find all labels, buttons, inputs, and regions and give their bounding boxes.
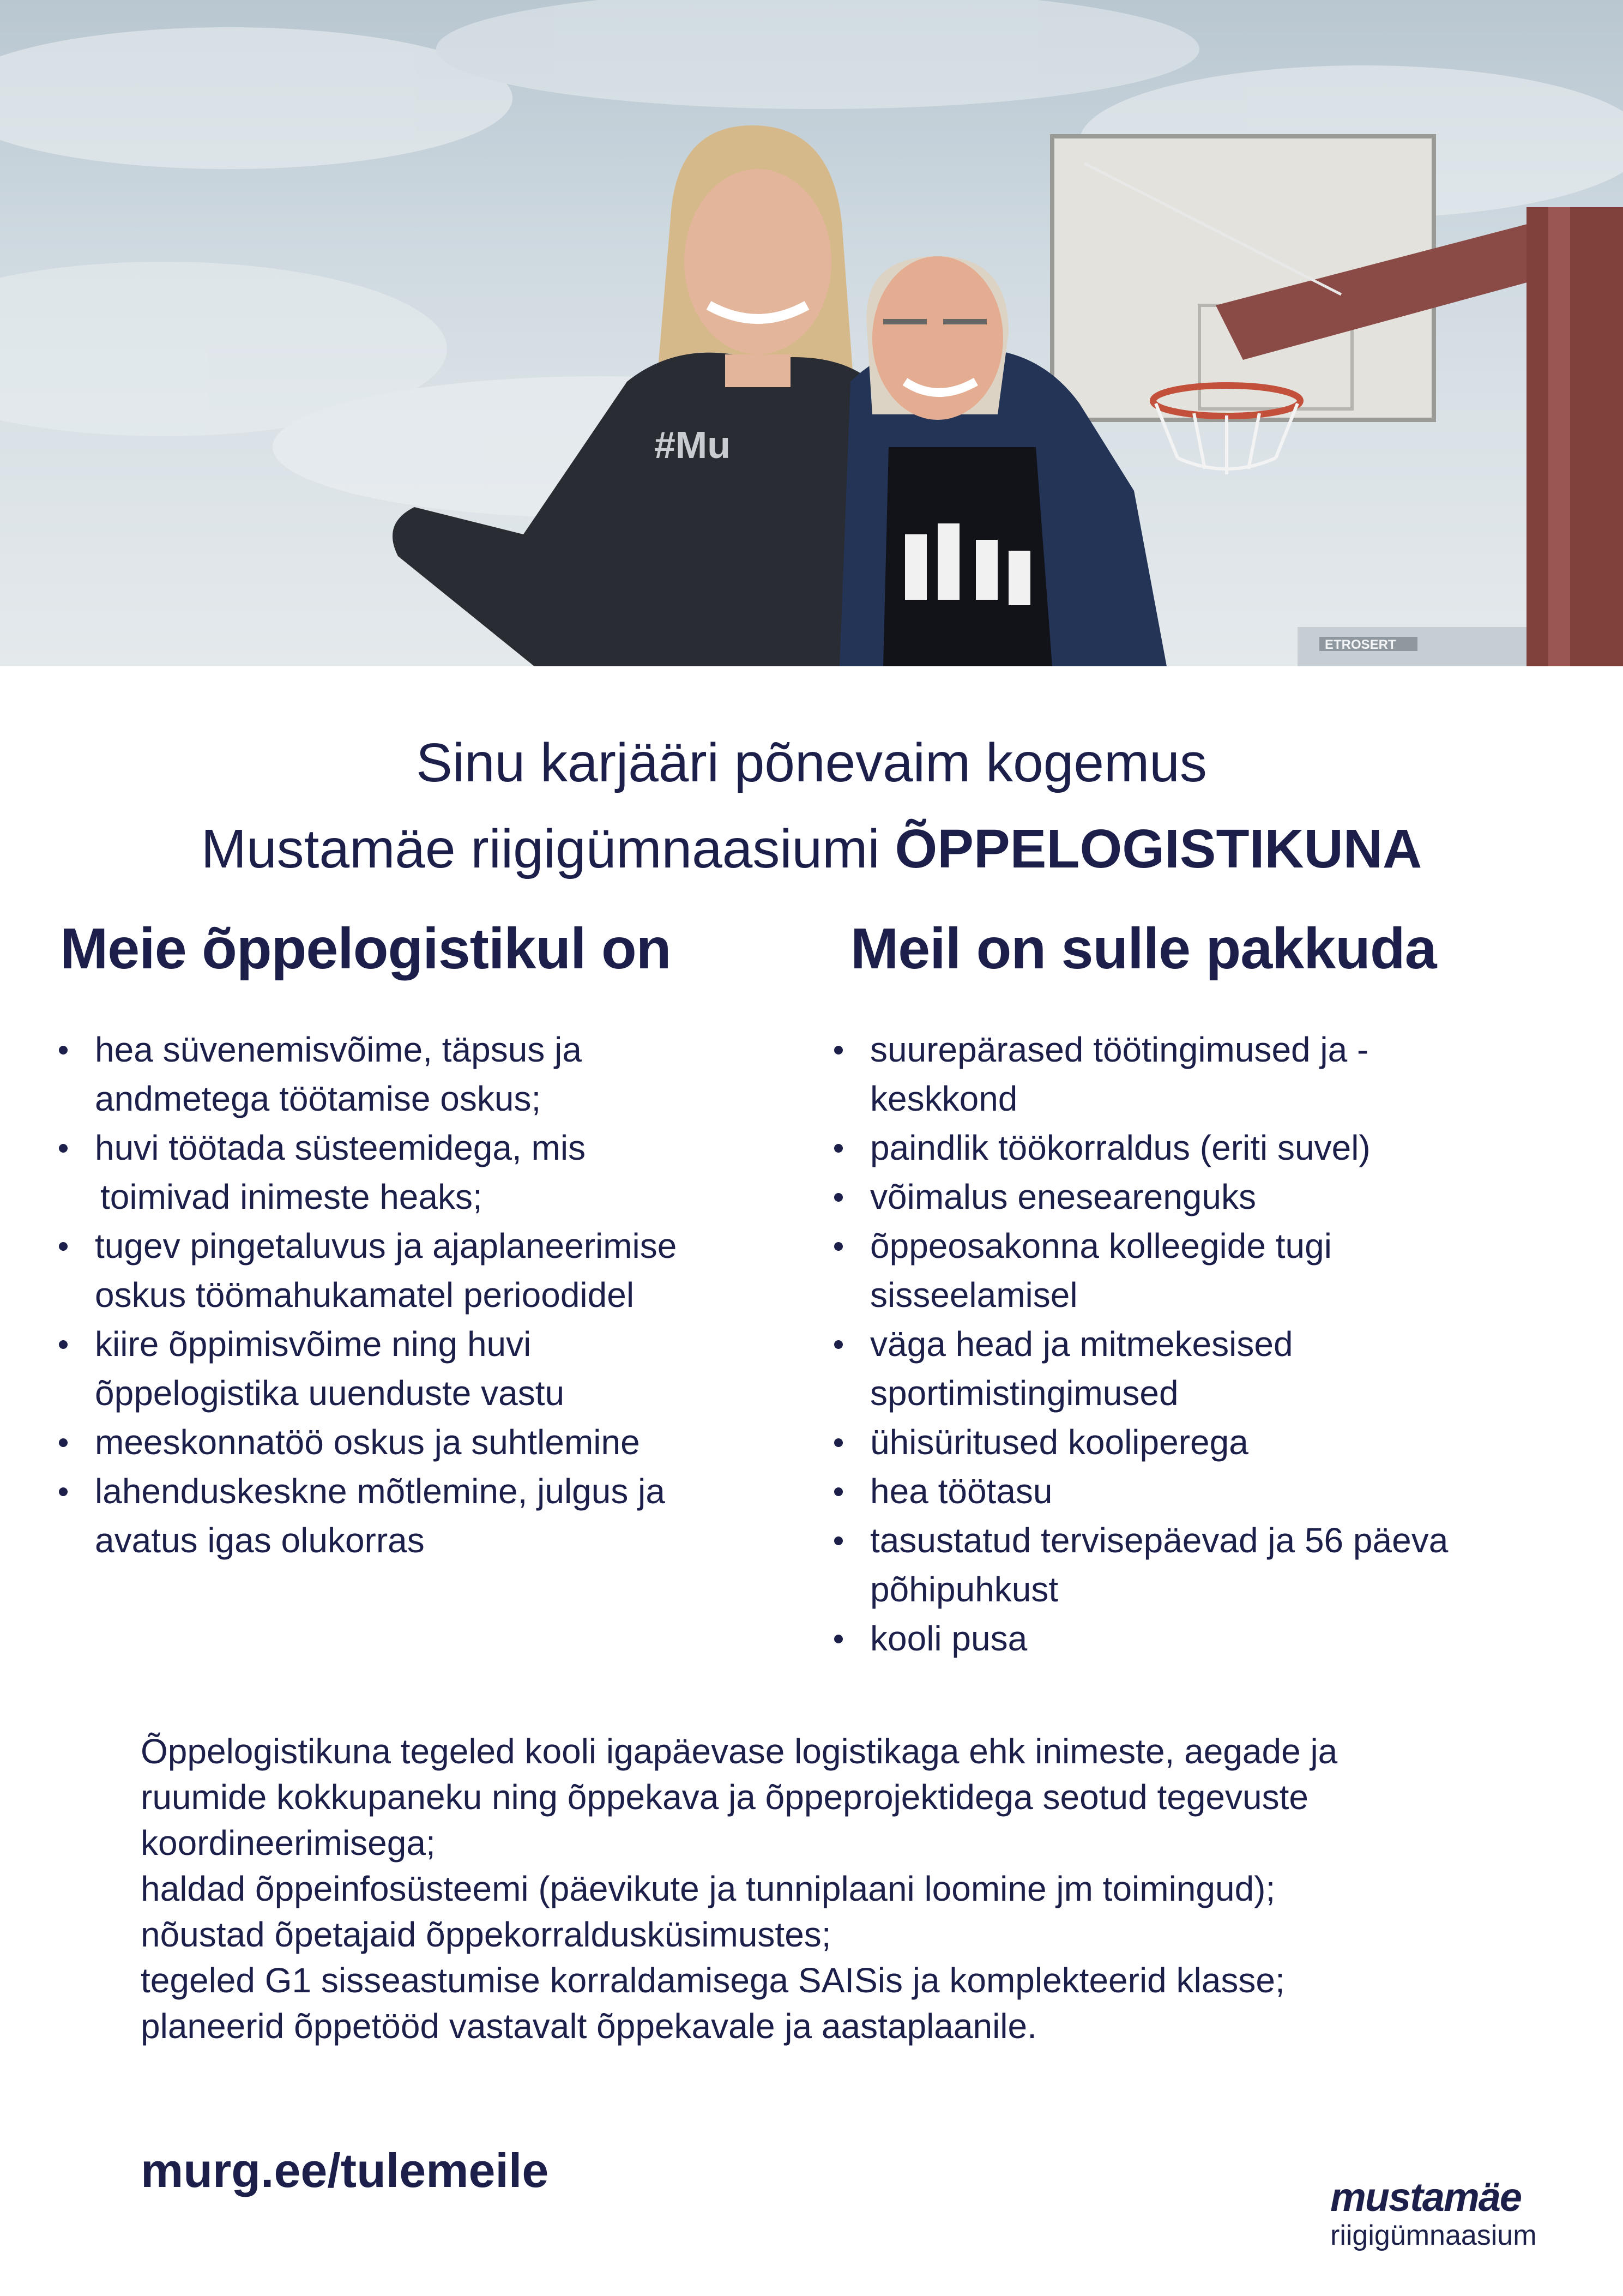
- list-item: lahenduskeskne mõtlemine, julgus ja avatus igas olukorras: [55, 1467, 818, 1565]
- list-item: hea süvenemisvõime, täpsus ja andmetega töötamise oskus;: [55, 1025, 818, 1123]
- headline: [0, 720, 1623, 892]
- list-item: ühisüritused kooliperega: [830, 1418, 1604, 1467]
- headline-line-2-regular: Mustamäe riigigümnaasiumi: [201, 818, 880, 879]
- hero-illustration: [0, 0, 1623, 666]
- list-item: tasustatud tervisepäevad ja 56 päeva põhipuhkust: [830, 1516, 1604, 1614]
- description-line: haldad õppeinfosüsteemi (päevikute ja tunniplaani loomine jm toimingud);: [141, 1869, 1276, 1908]
- sweatshirt-text: #Mu: [654, 424, 731, 466]
- list-item: kooli pusa: [830, 1614, 1604, 1663]
- list-item: õppeosakonna kolleegide tugi sisseelamisel: [830, 1221, 1604, 1319]
- left-column-title: Meie õppelogistikul on: [60, 917, 671, 981]
- right-column-list: [830, 1025, 1604, 1663]
- list-item: kiire õppimisvõime ning huvi õppelogistika uuenduste vastu: [55, 1319, 818, 1418]
- list-item: väga head ja mitmekesised sportimistingimused: [830, 1319, 1604, 1418]
- job-description: [141, 1728, 1536, 2049]
- logo-subtitle: riigigümnaasium: [1330, 2220, 1537, 2251]
- logo-brand: mustamäe: [1330, 2174, 1522, 2220]
- description-line: nõustad õpetajaid õppekorraldusküsimustes;: [141, 1915, 831, 1954]
- list-item: meeskonnatöö oskus ja suhtlemine: [55, 1418, 818, 1467]
- hero-photo: [0, 0, 1623, 666]
- headline-line-2: [0, 806, 1623, 892]
- description-line: ruumide kokkupaneku ning õppekava ja õppeprojektidega seotud tegevuste: [141, 1777, 1308, 1817]
- description-line: tegeled G1 sisseastumise korraldamisega SAISis ja komplekteerid klasse;: [141, 1961, 1285, 2000]
- description-line: koordineerimisega;: [141, 1823, 436, 1863]
- school-logo: [1330, 2176, 1581, 2252]
- career-page-link[interactable]: murg.ee/tulemeile: [141, 2143, 549, 2197]
- list-item: hea töötasu: [830, 1467, 1604, 1516]
- description-line: Õppelogistikuna tegeled kooli igapäevase logistikaga ehk inimeste, aegade ja: [141, 1732, 1338, 1771]
- right-column-title: Meil on sulle pakkuda: [850, 917, 1437, 981]
- headline-line-1: Sinu karjääri põnevaim kogemus: [416, 732, 1207, 793]
- list-item: võimalus enesearenguks: [830, 1172, 1604, 1221]
- list-item: tugev pingetaluvus ja ajaplaneerimise oskus töömahukamatel perioodidel: [55, 1221, 818, 1319]
- list-item: paindlik töökorraldus (eriti suvel): [830, 1123, 1604, 1172]
- list-item: huvi töötada süsteemidega, mis toimivad inimeste heaks;: [55, 1123, 818, 1221]
- headline-line-2-bold: ÕPPELOGISTIKUNA: [895, 818, 1422, 879]
- left-column-list: [55, 1025, 818, 1565]
- building-sign: ETROSERT: [1325, 637, 1396, 652]
- list-item: suurepärased töötingimused ja - keskkond: [830, 1025, 1604, 1123]
- description-line: planeerid õppetööd vastavalt õppekavale ja aastaplaanile.: [141, 2006, 1037, 2046]
